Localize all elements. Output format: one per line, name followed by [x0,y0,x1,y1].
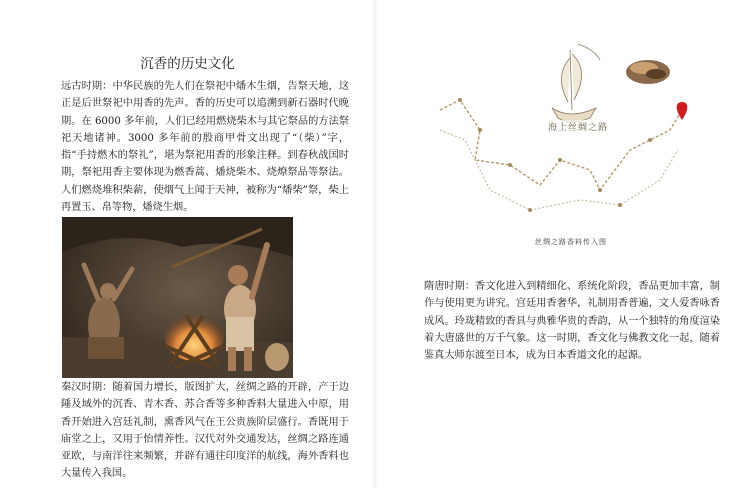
map-caption: 丝绸之路香料传入图 [535,238,607,246]
ritual-diorama-photo [62,217,293,378]
paragraph-suitang: 隋唐时期：香文化进入到精细化、系统化阶段，香品更加丰富，制作与使用更为讲究。宫廷用香奢华，礼制用香普遍，文人爱香咏香成风。玲珑精致的香具与典雅华贵的香韵，从一个独特的角度渲染着大唐盛世的万千气象。这一时期，香文化与佛教文化一起，随着鉴真大师东渡至日本，成为日本香道文化的起源。 [424,281,720,362]
page-title: 沉香的历史文化 [140,56,235,72]
paragraph-ancient: 远古时期：中华民族的先人们在祭祀中燔木生烟，告祭天地，这正是后世祭祀中用香的先声。香的历史可以追溯到新石器时代晚期。在 6000 多年前，人们已经用燃烧柴木与其它祭品的方法祭祀天地诸神。3000 多年前的殷商甲骨文出现了“（柴）”字，指“手持燃木的祭礼”，堪为祭祀用香的形象注释。到春秋战国时期，祭祀用香主要体现为燃香蒿、燔烧柴木、烧燎祭品等祭法。人们燃烧堆积柴薪，使烟气上闻于天神，被称为“燔柴”祭，柴上再置玉、帛等物，燔烧生烟。 [61,81,349,214]
map-title: 海上丝绸之路 [548,120,608,133]
spice-route-map [420,40,703,230]
paragraph-qinhan: 秦汉时期：随着国力增长，版图扩大，丝绸之路的开辟，产于边陲及域外的沉香、青木香、苏合香等多种香料大量进入中原，用香开始进入宫廷礼制，熏香风气在王公贵族阶层盛行。香既用于庙堂之上，又用于怡情养性。汉代对外交通发达，丝绸之路连通亚欧，与南洋往来频繁，并辟有通往印度洋的航线，海外香料也大量传入我国。 [61,382,349,480]
